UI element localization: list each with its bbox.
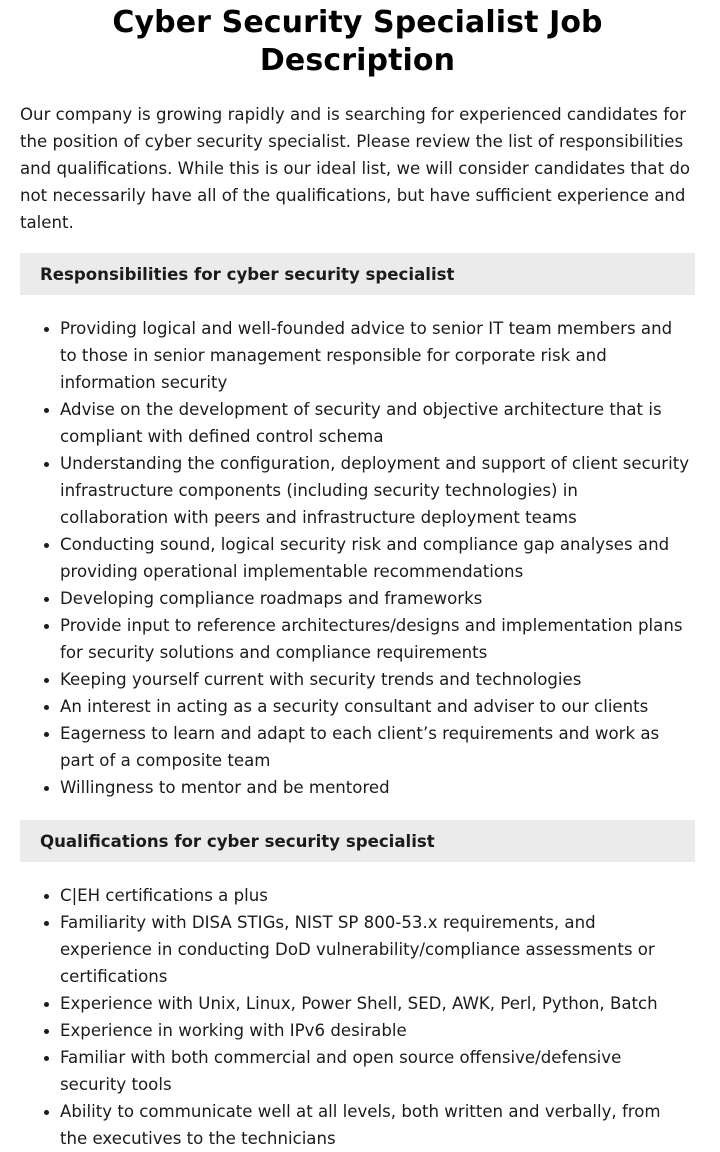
- list-item: Providing logical and well-founded advice to senior IT team members and to those in senior management responsible for corporate risk and information security: [60, 315, 695, 396]
- list-item: Familiar with both commercial and open source offensive/defensive security tools: [60, 1044, 695, 1098]
- responsibilities-heading: Responsibilities for cyber security specialist: [40, 264, 455, 284]
- qualifications-list: [20, 882, 695, 1152]
- qualifications-heading: Qualifications for cyber security specialist: [40, 831, 435, 851]
- page-title: Cyber Security Specialist Job Description: [112, 5, 603, 78]
- qualifications-section-header: [20, 820, 695, 862]
- list-item: Familiarity with DISA STIGs, NIST SP 800-53.x requirements, and experience in conducting DoD vulnerability/compliance assessments or certifications: [60, 909, 695, 990]
- list-item: Willingness to mentor and be mentored: [60, 774, 695, 801]
- responsibilities-section-header: [20, 253, 695, 295]
- list-item: C|EH certifications a plus: [60, 882, 695, 909]
- list-item: Eagerness to learn and adapt to each client’s requirements and work as part of a composite team: [60, 720, 695, 774]
- list-item: Conducting sound, logical security risk and compliance gap analyses and providing operational implementable recommendations: [60, 531, 695, 585]
- list-item: Ability to communicate well at all levels, both written and verbally, from the executives to the technicians: [60, 1098, 695, 1152]
- list-item: An interest in acting as a security consultant and adviser to our clients: [60, 693, 695, 720]
- list-item: Understanding the configuration, deployment and support of client security infrastructure components (including security technologies) in collaboration with peers and infrastructure deployment teams: [60, 450, 695, 531]
- job-description-page: [20, 0, 695, 1152]
- list-item: Experience with Unix, Linux, Power Shell, SED, AWK, Perl, Python, Batch: [60, 990, 695, 1017]
- list-item: Provide input to reference architectures/designs and implementation plans for security solutions and compliance requirements: [60, 612, 695, 666]
- responsibilities-list: [20, 315, 695, 801]
- intro-paragraph: Our company is growing rapidly and is searching for experienced candidates for the position of cyber security specialist. Please review the list of responsibilities and qualifications. While this is our ideal list, we will consider candidates that do not necessarily have all of the qualifications, but have sufficient experience and talent.: [20, 105, 691, 232]
- list-item: Keeping yourself current with security trends and technologies: [60, 666, 695, 693]
- list-item: Advise on the development of security and objective architecture that is compliant with defined control schema: [60, 396, 695, 450]
- list-item: Developing compliance roadmaps and frameworks: [60, 585, 695, 612]
- list-item: Experience in working with IPv6 desirable: [60, 1017, 695, 1044]
